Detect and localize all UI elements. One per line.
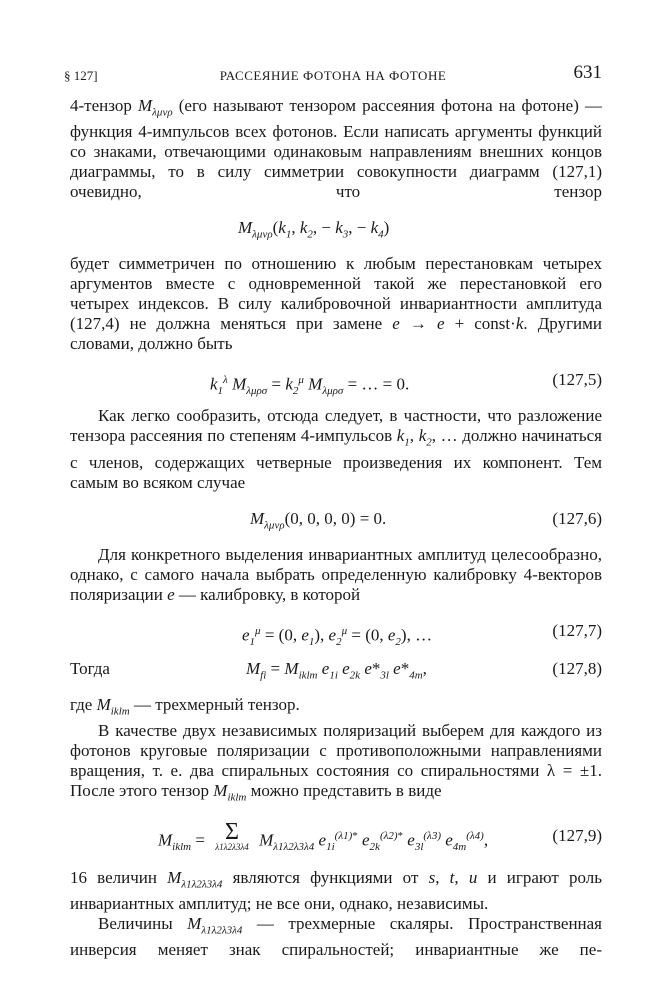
section-marker: § 127] — [64, 68, 98, 83]
page-body — [70, 96, 602, 960]
formula-tensor-args — [70, 216, 602, 240]
paragraph-3: Как легко сообразить, отсюда следует, в частности, что разложение тензора рассеяния по степеням 4-импульсов $k_1$, $k_2$, … должно начинаться с членов, содержащих четверные произведения их компонент. Тем самым во всяком случае — [70, 406, 602, 492]
formula-127-7 — [70, 619, 602, 648]
paragraph-1: 4-тензор $M_{\lambda\mu\nu\rho}$ (его называют тензором рассеяния фотона на фотоне) — функция 4-импульсов всех фотонов. Если написать аргументы функций со знаками, отвечающими одинаковым направлениям внешних концов диаграммы, то в силу симметрии совокупности диаграмм (127,1) очевидно, что тензор — [70, 96, 602, 202]
formula-127-8 — [70, 657, 602, 681]
then-word: Тогда — [70, 658, 110, 678]
formula-expression: $M_{\lambda\mu\nu\rho}(k_1$, $k_2$, − $k_3$, − $k_4$) — [238, 218, 390, 241]
formula-127-5 — [70, 368, 602, 398]
formula-expression: $k_1^\lambda$ $M_{\lambda\mu\rho\sigma} = k_2^\mu$ $M_{\lambda\mu\rho\sigma}$ = … = 0. — [210, 374, 410, 398]
page-number: 631 — [573, 62, 602, 83]
paragraph-7: В качестве двух независимых поляризаций выберем для каждого из фотонов круговые поляризации с противоположными направлениями вращения, т. е. два спиральных состояния со спиральностями λ = ±1. После этого тензор $M_{iklm}$ можно представить в виде — [70, 721, 602, 804]
formula-127-6 — [70, 507, 602, 531]
equation-number: (127,5) — [552, 370, 602, 390]
formula-expression: $M_{fi} = M_{iklm}$ $e_{1i}$ $e_{2k}$ $e*_{3l}$ $e*_{4m}$, — [246, 658, 427, 682]
running-title: РАССЕЯНИЕ ФОТОНА НА ФОТОНЕ — [219, 68, 447, 83]
formula-expression: $M_{\lambda\mu\nu\rho}(0$, 0, 0, 0) = 0. — [250, 508, 387, 532]
paragraph-6: где $M_{iklm}$ — трехмерный тензор. — [70, 694, 300, 718]
paragraph-4: Для конкретного выделения инвариантных амплитуд целесообразно, однако, с самого начала выбрать определенную калибровку 4-векторов поляризации e — калибровку, в которой — [70, 544, 602, 604]
running-header — [64, 62, 602, 88]
formula-expression: $M_{iklm}$ = Σ λ1λ2λ3λ4 $M_{\lambda 1\lambda 2\lambda 3\lambda 4}$ $e_{1i}^{(\lambda 1)*}$ $e_{2k}^{(\lambda 2)*}$ $e_{3l}^{(\lambda 3)}$ $e_{4m}^{(\lambda 4)}$, — [158, 819, 489, 853]
equation-number: (127,9) — [552, 825, 602, 845]
equation-number: (127,6) — [552, 508, 602, 528]
equation-number: (127,7) — [552, 620, 602, 640]
paragraph-2: будет симметричен по отношению к любым перестановкам четырех аргументов вместе с одновременной такой же перестановкой его четырех индексов. В силу калибровочной инвариантности амплитуда (127,4) не должна меняться при замене e → e + const·k. Другими словами, должно быть — [70, 254, 602, 354]
formula-expression: $e_1^\mu = (0$, $e_1$), $e_2^\mu = (0$, $e_2$), … — [242, 624, 433, 648]
paragraph-8: 16 величин $M_{\lambda 1\lambda 2\lambda 3\lambda 4}$ являются функциями от s, t, u и играют роль инвариантных амплитуд; не все они, однако, независимы. — [70, 867, 602, 913]
equation-number: (127,8) — [552, 658, 602, 678]
formula-127-9 — [70, 818, 602, 858]
paragraph-9: Величины $M_{\lambda 1\lambda 2\lambda 3\lambda 4}$ — трехмерные скаляры. Пространственная инверсия меняет знак спиральностей; инвариантные же пе- — [70, 913, 603, 960]
